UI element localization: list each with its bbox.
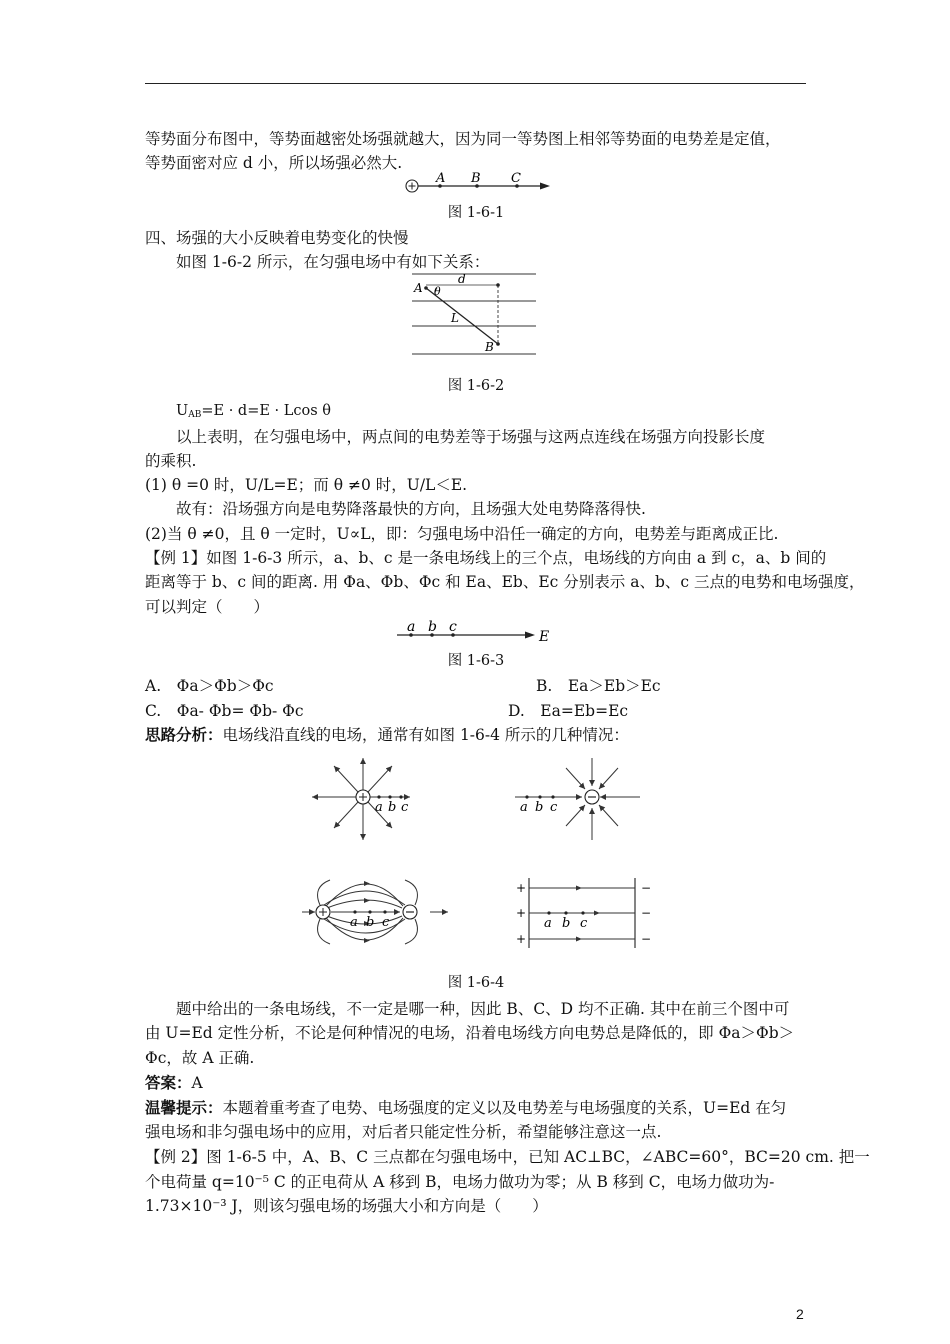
label-C: C [511,171,521,186]
plus-sign: + [516,881,527,895]
label-A: A [414,281,423,295]
minus-sign: − [641,932,652,946]
example-2-line-2: 个电荷量 q=10⁻⁵ C 的正电荷从 A 移到 B，电场力做功为零；从 B 移到 C，电场力做功为- [145,1173,775,1191]
tip-line-1: 温馨提示：本题着重考查了电势、电场强度的定义以及电势差与电场强度的关系，U=Ed 在匀 [145,1098,787,1117]
arrowhead-icon [540,183,550,190]
option-b: B. Ea＞Eb＞Ec [536,677,661,695]
caption-fig-1-6-4: 图 1-6-4 [447,975,505,991]
caption-fig-1-6-1: 图 1-6-1 [447,205,505,221]
label-c: c [382,915,390,930]
label-d: d [458,272,466,286]
caption-fig-1-6-2: 图 1-6-2 [447,378,505,394]
label-c: c [401,800,409,815]
label-L: L [451,311,459,325]
paragraph-4: (1) θ =0 时，U/L=E；而 θ ≠0 时，U/L＜E. [145,476,468,494]
panel-uniform-field [516,878,651,948]
caption-fig-1-6-3: 图 1-6-3 [447,653,505,669]
option-c: C. Φa- Φb= Φb- Φc [145,702,304,720]
plus-sign: + [516,932,527,946]
example-1-line-2: 距离等于 b、c 间的距离. 用 Φa、Φb、Φc 和 Ea、Eb、Ec 分别表示 a、b、c 三点的电势和电场强度， [145,573,865,591]
paragraph-2: 如图 1-6-2 所示，在匀强电场中有如下关系： [176,253,490,271]
label-E: E [539,629,550,645]
label-b: b [535,800,544,815]
label-B: B [471,171,481,186]
label-c: c [449,619,457,635]
page-number: 2 [796,1306,804,1322]
header-rule [145,83,806,84]
label-a: a [520,800,528,815]
paragraph-7-line-1: 题中给出的一条电场线，不一定是哪一种，因此 B、C、D 均不正确. 其中在前三个图中可 [176,1000,790,1018]
formula-uab: $U_{AB}=E \cdot d=E \cdot Lcos$ θ [176,403,332,420]
arrowhead-icon [525,632,535,639]
plus-sign: + [516,906,527,920]
paragraph-1-line-1: 等势面分布图中，等势面越密处场强就越大，因为同一等势图上相邻等势面的电势差是定值， [145,130,781,148]
label-theta: θ [434,285,441,298]
point-A-dot [424,286,428,290]
point-B-dot [496,342,500,346]
label-b: b [562,916,571,931]
answer: 答案：A [145,1073,203,1092]
option-d: D. Ea=Eb=Ec [508,702,629,720]
label-A: A [436,171,446,186]
label-a: a [407,619,416,635]
label-c: c [550,800,558,815]
panel-positive-charge [312,758,410,840]
example-2-line-3: 1.73×10⁻³ J，则该匀强电场的场强大小和方向是（ ） [145,1197,548,1215]
figure-1-6-3 [395,618,565,646]
paragraph-7-line-2: 由 U=Ed 定性分析，不论是何种情况的电场，沿着电场线方向电势总是降低的，即 Φa＞Φb＞ [145,1024,795,1042]
paragraph-3-line-1: 以上表明，在匀强电场中，两点间的电势差等于场强与这两点连线在场强方向投影长度 [176,428,766,446]
label-a: a [375,800,383,815]
analysis: 思路分析：电场线沿直线的电场，通常有如图 1-6-4 所示的几种情况： [145,725,629,744]
option-a: A. Φa＞Φb＞Φc [145,677,274,695]
minus-sign: − [641,881,652,895]
label-a: a [544,916,552,931]
label-b: b [428,619,437,635]
minus-sign: − [641,906,652,920]
label-b: b [388,800,397,815]
paragraph-6: (2)当 θ ≠0，且 θ 一定时，U∝L，即：匀强电场中沿任一确定的方向，电势差与距离成正比. [145,525,779,543]
tip-line-2: 强电场和非匀强电场中的应用，对后者只能定性分析，希望能够注意这一点. [145,1123,662,1141]
figure-1-6-2 [410,268,540,360]
paragraph-3-line-2: 的乘积. [145,452,197,470]
example-1-line-3: 可以判定（ ） [145,598,270,616]
label-b: b [366,915,375,930]
panel-negative-charge [515,758,640,840]
figure-1-6-4 [300,752,660,962]
example-2-line-1: 【例 2】图 1-6-5 中，A、B、C 三点都在匀强电场中，已知 AC⊥BC，∠ABC=60°，BC=20 cm. 把一 [145,1148,870,1166]
figure-1-6-1 [400,170,560,198]
paragraph-7-line-3: Φc，故 A 正确. [145,1049,255,1067]
label-c: c [580,916,588,931]
paragraph-1-line-2: 等势面密对应 d 小，所以场强必然大. [145,154,403,172]
panel-dipole [302,880,448,944]
section-4-heading: 四、场强的大小反映着电势变化的快慢 [145,229,409,247]
example-1-line-1: 【例 1】如图 1-6-3 所示，a、b、c 是一条电场线上的三个点，电场线的方向由 a 到 c，a、b 间的 [145,549,827,567]
label-a: a [350,915,358,930]
label-B: B [485,340,494,354]
paragraph-5: 故有：沿场强方向是电势降落最快的方向，且场强大处电势降落得快. [176,500,646,518]
